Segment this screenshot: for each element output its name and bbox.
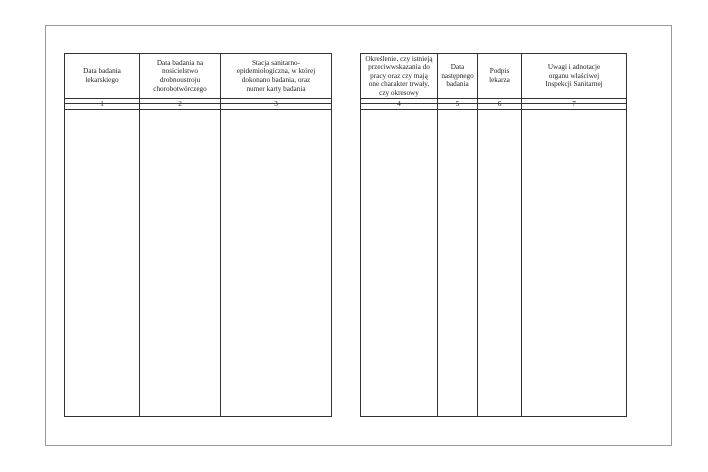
number-row-divider xyxy=(361,109,626,110)
header-divider-double xyxy=(361,103,626,104)
column-header: Data badania lekarskiego xyxy=(83,67,121,84)
header-divider-double xyxy=(65,103,331,104)
column-header: Data następnego badania xyxy=(441,63,474,89)
column-number: 1 xyxy=(100,100,104,108)
column-number: 4 xyxy=(397,100,401,108)
column-header: Stacja sanitarno- epidemiologiczna, w której dokonano badania, oraz numer karty badania xyxy=(236,58,316,93)
number-row-divider xyxy=(65,109,331,110)
header-divider xyxy=(65,98,331,99)
column-header: Uwagi i adnotacje organu właściwej Inspekcji Sanitarnej xyxy=(545,63,603,89)
column-number: 3 xyxy=(274,100,278,108)
column-number: 6 xyxy=(497,100,502,108)
column-header: Określenie, czy istnieją przeciwwskazania do pracy oraz czy mają one charakter trwały, czy okresowy xyxy=(365,54,433,97)
column-number: 7 xyxy=(572,100,576,108)
column-header: Podpis lekarza xyxy=(489,67,510,84)
column-number: 2 xyxy=(178,100,182,108)
column-number: 5 xyxy=(455,100,460,108)
column-header: Data badania na nosicielstwo drobnoustroju chorobotwórczego xyxy=(153,58,207,93)
right-register-table xyxy=(360,53,627,417)
left-register-table xyxy=(64,53,332,417)
header-divider xyxy=(361,98,626,99)
